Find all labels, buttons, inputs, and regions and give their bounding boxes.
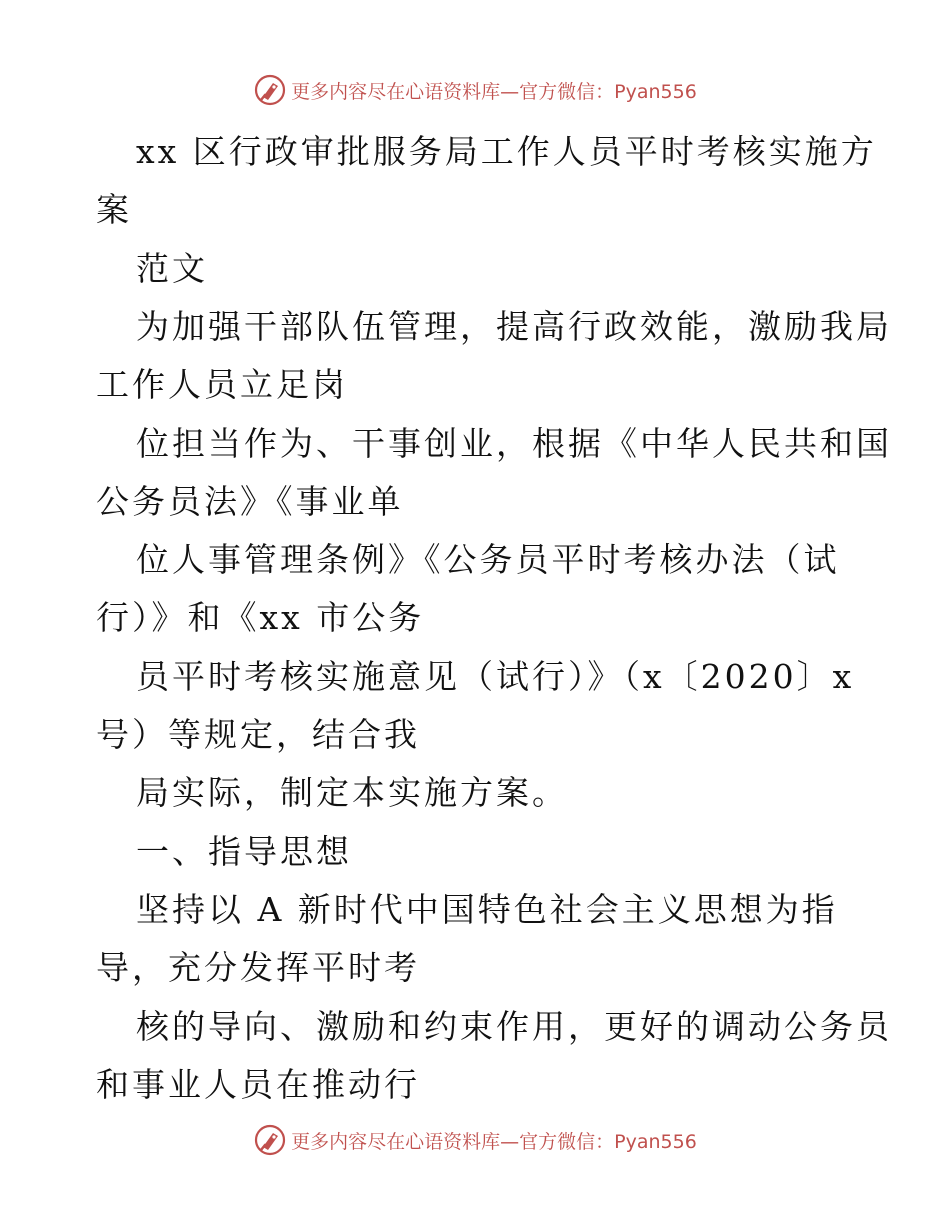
- document-line: 和事业人员在推动行: [96, 1064, 420, 1104]
- document-line: 员平时考核实施意见（试行）》（x〔2020〕x: [136, 656, 855, 696]
- document-line: 局实际，制定本实施方案。: [136, 773, 568, 813]
- document-line: xx 区行政审批服务局工作人员平时考核实施方: [136, 132, 877, 171]
- document-line: 范文: [136, 248, 208, 288]
- document-line: 行）》和《xx 市公务: [96, 598, 425, 638]
- document-line: 位担当作为、干事创业，根据《中华人民共和国: [136, 423, 892, 463]
- footer-banner: [0, 1120, 950, 1160]
- pen-nib-logo-icon: [253, 73, 287, 107]
- pen-nib-logo-icon: [253, 1123, 287, 1157]
- document-line: 核的导向、激励和约束作用，更好的调动公务员: [136, 1006, 892, 1046]
- document-line: 一、指导思想: [136, 831, 352, 871]
- banner-text: 更多内容尽在心语资料库—官方微信：Pyan556: [291, 1130, 697, 1153]
- document-line: 案: [96, 190, 132, 230]
- document-line: 工作人员立足岗: [96, 365, 348, 405]
- header-banner: [0, 70, 950, 110]
- document-line: 号）等规定，结合我: [96, 715, 420, 754]
- document-line: 坚持以 A 新时代中国特色社会主义思想为指: [136, 889, 838, 929]
- document-line: 导，充分发挥平时考: [96, 948, 420, 988]
- document-line: 位人事管理条例》《公务员平时考核办法（试: [136, 540, 840, 580]
- banner-text: 更多内容尽在心语资料库—官方微信：Pyan556: [291, 80, 697, 103]
- document-line: 为加强干部队伍管理，提高行政效能，激励我局: [136, 306, 892, 346]
- document-line: 公务员法》《事业单: [96, 481, 404, 521]
